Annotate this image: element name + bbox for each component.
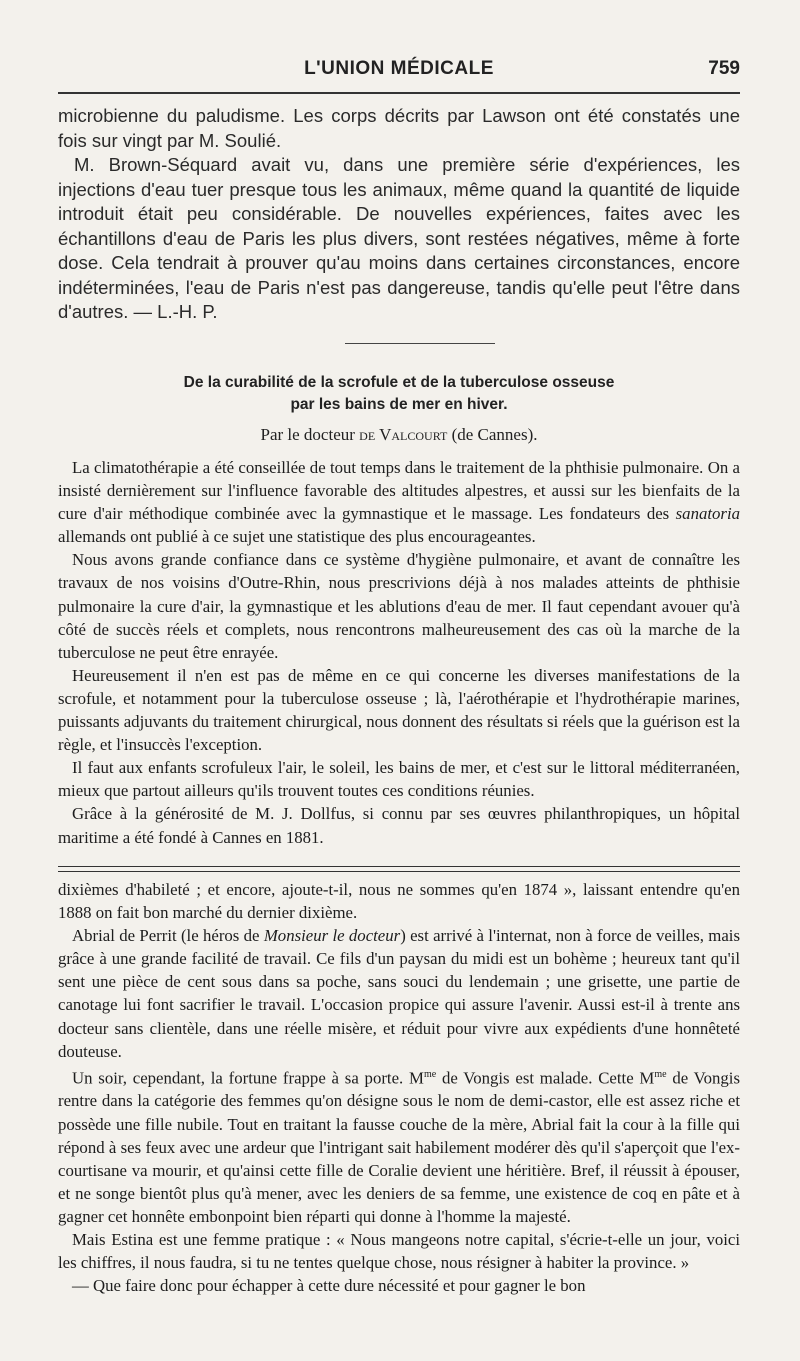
author-place: (de Cannes). <box>447 425 538 444</box>
feuilleton-paragraph-2-text-b: ) est arrivé à l'internat, non à force de veilles, mais grâce à une grande facilité de travail. Ce fils d'un paysan du midi est un bohème ; heureux tant qu'il sent une pièce de cent sous dans sa poche, sans souci du lendemain ; une grisette, une partie de canotage lui font sacrifier le travail. L'occasion propice qui assure l'avenir. Aussi est-il à trente ans docteur sans clientèle, dans une réelle misère, et réduit pour vivre aux expédients d'une honnêteté douteuse. <box>58 926 740 1061</box>
intro-paragraph-1: microbienne du paludisme. Les corps décrits par Lawson ont été constatés une fois sur vingt par M. Soulié. <box>58 105 740 151</box>
intro-paragraph-2: M. Brown-Séquard avait vu, dans une première série d'expériences, les injections d'eau tuer presque tous les animaux, même quand la quantité de liquide introduit était peu considérable. De nouvelles expériences, faites avec les échantillons d'eau de Paris les plus divers, sont restées négatives, même à forte dose. Cela tendrait à prouver qu'au moins dans certaines circonstances, encore indéterminées, l'eau de Paris n'est pas dangereuse, tandis qu'elle peut l'être dans d'autres. — L.-H. P. <box>58 154 740 322</box>
article-paragraph-1-italic: sanatoria <box>675 504 740 524</box>
feuilleton-paragraph-2-italic: Monsieur le docteur <box>263 926 401 946</box>
feuilleton-paragraph-4: Mais Estina est une femme pratique : « Nous mangeons notre capital, s'écrie-t-elle un jour, voici les chiffres, il nous faudra, si tu ne tentes quelque chose, nous résigner à habiter la province. » <box>58 1230 740 1273</box>
feuilleton-paragraph-3 <box>58 1063 740 1228</box>
feuilleton-paragraph-1: dixièmes d'habileté ; et encore, ajoute-t-il, nous ne sommes qu'en 1874 », laissant entendre qu'en 1888 on fait bon marché du dernier dixième. <box>58 880 740 923</box>
feuilleton-paragraph-3-text-a: Un soir, cependant, la fortune frappe à sa porte. M <box>72 1068 424 1088</box>
article-paragraph-1 <box>58 456 740 548</box>
article-paragraph-1-text-b: allemands ont publié à ce sujet une statistique des plus encourageantes. <box>58 527 536 547</box>
header-rule <box>58 92 740 94</box>
feuilleton-paragraph-2-text-a: Abrial de Perrit (le héros de <box>72 926 264 946</box>
intro-section <box>58 104 740 325</box>
author-particle: de <box>359 425 376 444</box>
running-header <box>58 58 740 88</box>
feuilleton-superscript-2: me <box>654 1068 667 1080</box>
feuilleton-superscript-1: me <box>423 1068 437 1080</box>
article-title-line-2: par les bains de mer en hiver. <box>290 396 508 413</box>
author-name: Valcourt <box>375 425 448 444</box>
article-title <box>58 372 740 416</box>
article-paragraph-1-text-a: La climatothérapie a été conseillée de tout temps dans le traitement de la phthisie pulmonaire. On a insisté dernièrement sur l'influence favorable des altitudes alpestres, et aussi sur les bienfaits de la cure d'air méthodique combinée avec la gymnastique et le massage. Les fondateurs des <box>58 458 740 524</box>
journal-title: L'UNION MÉDICALE <box>304 58 494 79</box>
feuilleton-paragraph-3-text-c: de Vongis rentre dans la catégorie des femmes qu'on désigne sous le nom de demi-castor, elle est assez riche et possède une fille nubile. Tout en traitant la fausse couche de la mère, Abrial fait la cour à la fille qui répond à ses feux avec une ardeur que l'intrigant sait habilement modérer dès qu'il s'aperçoit que l'ex-courtisane va mourir, et qu'ainsi cette fille de Coralie devient une héritière. Bref, il réussit à épouser, et ne songe bientôt plus qu'à mener, avec les deniers de sa femme, une existence de coq en pâte et à gagner cet honnête embonpoint bien réparti qui donne à l'homme la majesté. <box>58 1068 741 1226</box>
article-paragraph-2: Nous avons grande confiance dans ce système d'hygiène pulmonaire, et avant de connaître les travaux de nos voisins d'Outre-Rhin, nous prescrivions déjà à nos malades atteints de phthisie pulmonaire la cure d'air, la gymnastique et les ablutions d'eau de mer. Il faut cependant avouer qu'à côté de succès réels et complets, nous rencontrons malheureusement des cas où la marche de la tuberculose ne peut être enrayée. <box>58 550 740 662</box>
feuilleton-rule-top <box>58 866 740 867</box>
article-body <box>58 456 740 849</box>
feuilleton-paragraph-3-text-b: de Vongis est malade. Cette M <box>436 1068 655 1088</box>
feuilleton-section <box>58 878 740 1297</box>
article-author <box>58 425 740 445</box>
feuilleton-rule-bottom <box>58 871 740 872</box>
article-paragraph-4: Il faut aux enfants scrofuleux l'air, le soleil, les bains de mer, et c'est sur le littoral méditerranéen, mieux que partout ailleurs qu'ils trouvent toutes ces conditions réunies. <box>58 758 740 801</box>
article-paragraph-5: Grâce à la générosité de M. J. Dollfus, si connu par ses œuvres philanthropiques, un hôpital maritime a été fondé à Cannes en 1881. <box>58 804 740 847</box>
feuilleton-paragraph-5: — Que faire donc pour échapper à cette dure nécessité et pour gagner le bon <box>72 1276 586 1296</box>
section-divider <box>345 343 495 344</box>
article-title-line-1: De la curabilité de la scrofule et de la tuberculose osseuse <box>183 374 615 391</box>
article-paragraph-3: Heureusement il n'en est pas de même en ce qui concerne les diverses manifestations de la scrofule, et notamment pour la tuberculose osseuse ; là, l'aérothérapie et l'hydrothérapie marines, puissants adjuvants du traitement chirurgical, nous donnent des résultats si réels que la guérison est la règle, et l'insuccès l'exception. <box>58 665 740 755</box>
page-number: 759 <box>708 58 740 79</box>
author-prefix: Par le docteur <box>260 425 360 444</box>
feuilleton-paragraph-2 <box>58 924 740 1063</box>
